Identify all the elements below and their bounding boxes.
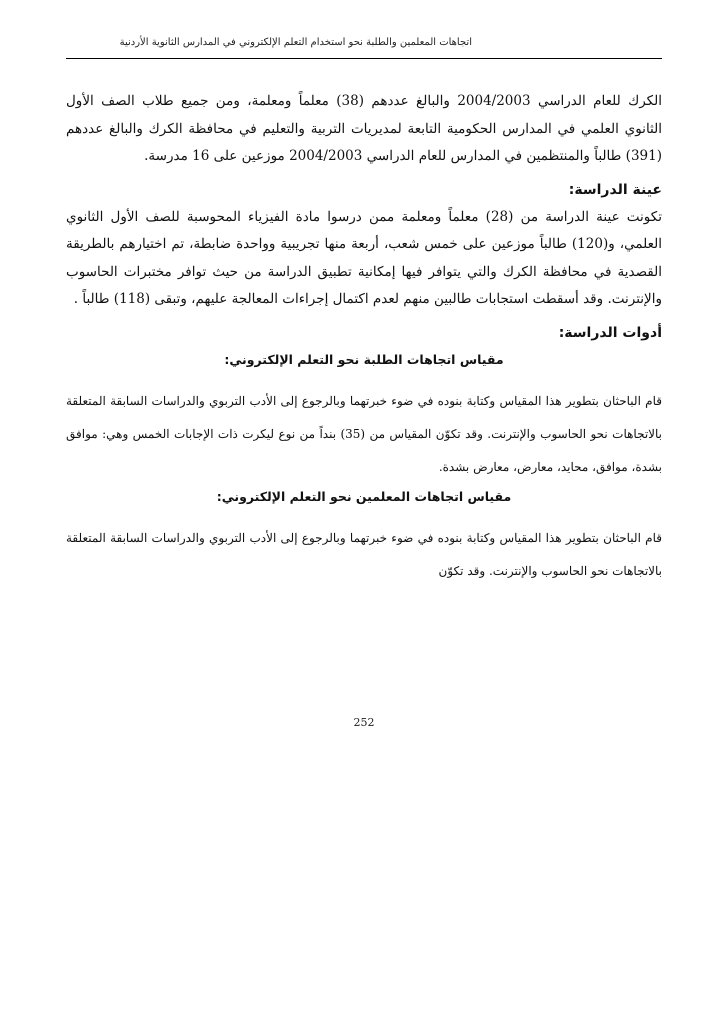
student-scale-heading: مقياس اتجاهات الطلبة نحو التعلم الإلكتروني: [224, 351, 504, 367]
sample-paragraph: تكونت عينة الدراسة من (28) معلماً ومعلمة ممن درسوا مادة الفيزياء المحوسبة للصف الأول الثانوي العلمي، و(120) طالباً موزعين على خمس شعب، أربعة منها تجريبية وواحدة ضابطة، تم اختيارهم بالطريقة القصدية في محافظة الكرك والتي يتوافر فيها إمكانية تطبيق الدراسة من حيث توافر مختبرات الحاسوب والإنترنت. وقد أسقطت استجابات طالبين منهم لعدم اكتمال إجراءات المعالجة عليهم، وتبقى (118) طالباً . [66, 208, 662, 307]
header-rule [66, 58, 662, 59]
student-scale-paragraph: قام الباحثان بتطوير هذا المقياس وكتابة بنوده في ضوء خبرتهما وبالرجوع إلى الأدب التربوي والدراسات السابقة المتعلقة بالاتجاهات نحو الحاسوب والإنترنت. وقد تكوّن المقياس من (35) بنداً من نوع ليكرت ذات الإجابات الخمس وهي: موافق بشدة، موافق، محايد، معارض، معارض بشدة. [66, 393, 663, 474]
page-number: 252 [353, 716, 375, 729]
teacher-scale-paragraph: قام الباحثان بتطوير هذا المقياس وكتابة بنوده في ضوء خبرتهما وبالرجوع إلى الأدب التربوي والدراسات السابقة المتعلقة بالاتجاهات نحو الحاسوب والإنترنت. وقد تكوّن [66, 530, 662, 578]
spacer [66, 510, 662, 522]
teacher-scale-heading: مقياس اتجاهات المعلمين نحو التعلم الإلكتروني: [216, 488, 512, 504]
page-content [66, 88, 662, 588]
sample-heading: عينة الدراسة: [568, 181, 662, 198]
tools-heading: أدوات الدراسة: [558, 324, 662, 341]
running-header: اتجاهات المعلمين والطلبة نحو استخدام التعلم الإلكتروني في المدارس الثانوية الأردنية [119, 37, 472, 48]
population-paragraph: الكرك للعام الدراسي 2004/2003 والبالغ عددهم (38) معلماً ومعلمة، ومن جميع طلاب الصف الأول الثانوي العلمي في المدارس الحكومية التابعة لمديريات التربية والتعليم في محافظة الكرك والبالغ عددهم (391) طالباً والمنتظمين في المدارس للعام الدراسي 2004/2003 موزعين على 16 مدرسة. [66, 93, 662, 164]
spacer [66, 373, 662, 385]
